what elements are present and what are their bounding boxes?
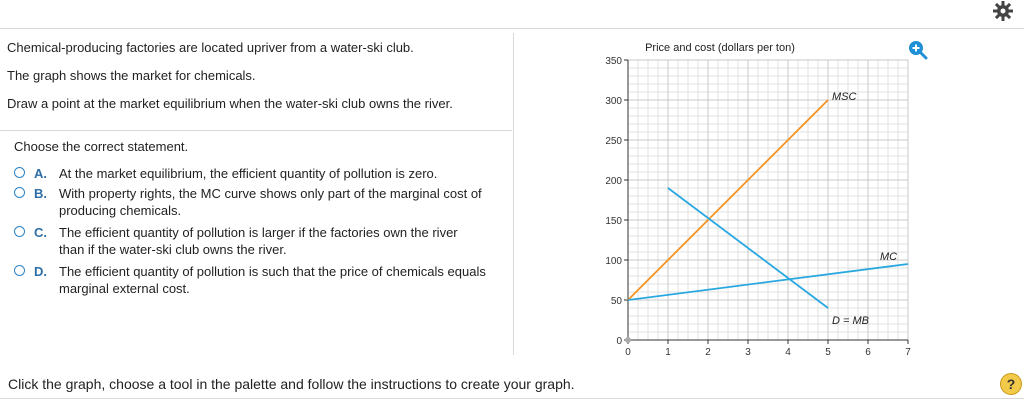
option-text-line: marginal external cost. — [59, 281, 190, 296]
y-tick-label: 50 — [610, 296, 622, 307]
radio-option-b[interactable] — [14, 187, 25, 198]
x-tick-label: 1 — [665, 347, 671, 358]
option-text — [59, 165, 509, 182]
choose-prompt: Choose the correct statement. — [14, 139, 189, 154]
radio-option-a[interactable] — [14, 167, 25, 178]
x-tick-label: 6 — [865, 347, 871, 358]
y-tick-label: 350 — [605, 56, 622, 67]
option-text-line: producing chemicals. — [59, 203, 182, 218]
option-text-line: At the market equilibrium, the efficient quantity of pollution is zero. — [59, 166, 438, 181]
y-tick-label: 300 — [605, 96, 622, 107]
x-tick-label: 5 — [825, 347, 831, 358]
x-tick-label: 7 — [905, 347, 911, 358]
option-c[interactable] — [14, 224, 509, 258]
series-label-mc: MC — [880, 251, 898, 263]
option-text-line: The efficient quantity of pollution is such that the price of chemicals equals — [59, 264, 486, 279]
gear-icon[interactable] — [992, 0, 1014, 22]
question-graph-description: The graph shows the market for chemicals. — [7, 68, 256, 83]
question-instruction: Draw a point at the market equilibrium when the water-ski club owns the river. — [7, 96, 453, 111]
top-divider — [0, 28, 1024, 29]
option-text-line: With property rights, the MC curve shows only part of the marginal cost of — [59, 186, 482, 201]
bottom-divider — [0, 398, 1024, 399]
y-tick-label: 150 — [605, 216, 622, 227]
option-letter: A. — [34, 166, 47, 181]
x-tick-label: 4 — [785, 347, 791, 358]
origin-point — [625, 337, 631, 343]
y-tick-label: 0 — [616, 336, 622, 347]
question-intro: Chemical-producing factories are located upriver from a water-ski club. — [7, 40, 414, 55]
option-letter: C. — [34, 225, 47, 240]
option-text — [59, 263, 509, 297]
y-axis-label: Price and cost (dollars per ton) — [645, 42, 795, 54]
x-tick-label: 2 — [705, 347, 711, 358]
option-text-line: than if the water-ski club owns the river. — [59, 242, 287, 257]
section-divider — [0, 130, 512, 131]
market-graph[interactable] — [580, 38, 910, 358]
series-label-msc: MSC — [832, 91, 857, 103]
option-text-line: The efficient quantity of pollution is larger if the factories own the river — [59, 225, 458, 240]
help-icon[interactable]: ? — [1000, 373, 1022, 395]
y-tick-label: 250 — [605, 136, 622, 147]
graph-divider — [513, 33, 514, 355]
option-d[interactable] — [14, 263, 509, 297]
x-tick-label: 3 — [745, 347, 751, 358]
series-label-d-mb: D = MB — [832, 315, 869, 327]
radio-option-c[interactable] — [14, 226, 25, 237]
option-a[interactable] — [14, 165, 509, 183]
option-text — [59, 224, 509, 258]
footer-instruction: Click the graph, choose a tool in the palette and follow the instructions to create your graph. — [8, 376, 575, 392]
option-letter: D. — [34, 264, 47, 279]
grid — [628, 60, 908, 340]
option-letter: B. — [34, 186, 47, 201]
y-tick-label: 200 — [605, 176, 622, 187]
radio-option-d[interactable] — [14, 265, 25, 276]
option-text — [59, 185, 509, 219]
option-b[interactable] — [14, 185, 509, 219]
zoom-in-icon[interactable] — [908, 40, 928, 60]
y-tick-label: 100 — [605, 256, 622, 267]
x-tick-label: 0 — [625, 347, 631, 358]
